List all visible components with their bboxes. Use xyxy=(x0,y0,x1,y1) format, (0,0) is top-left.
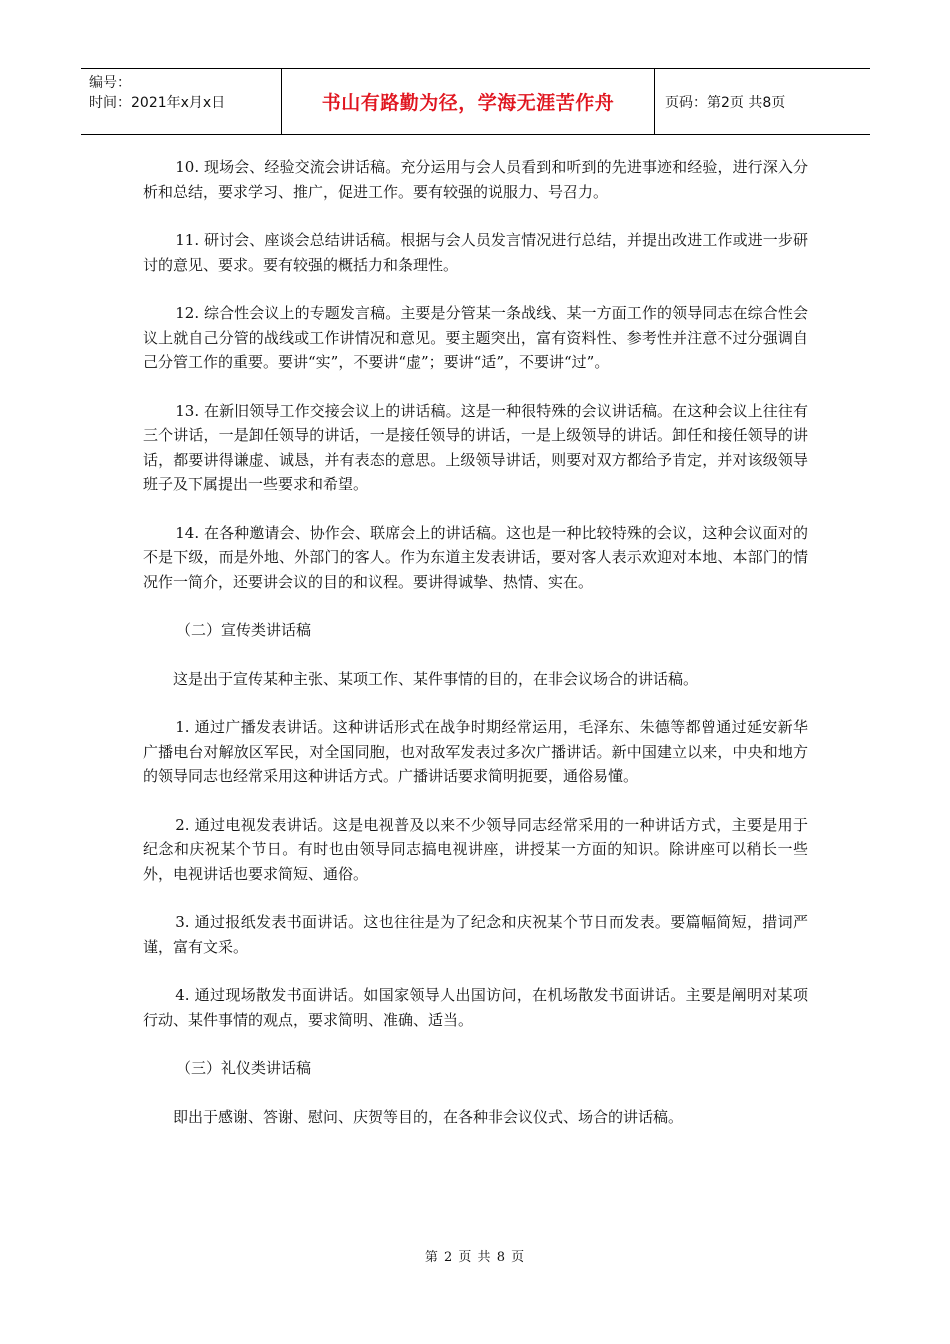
paragraph-ceremony-intro: 即出于感谢、答谢、慰问、庆贺等目的，在各种非会议仪式、场合的讲话稿。 xyxy=(173,1107,684,1126)
paragraph-newspaper: 3. 通过报纸发表书面讲话。这也往往是为了纪念和庆祝某个节日而发表。要篇幅简短，措词严谨，富有文采。 xyxy=(143,913,808,956)
paragraph-10: 10. 现场会、经验交流会讲话稿。充分运用与会人员看到和听到的先进事迹和经验，进行深入分析和总结，要求学习、推广，促进工作。要有较强的说服力、号召力。 xyxy=(143,158,808,201)
paragraph-12: 12. 综合性会议上的专题发言稿。主要是分管某一条战线、某一方面工作的领导同志在综合性会议上就自己分管的战线或工作讲情况和意见。要主题突出，富有资料性、参考性并注意不过分强调自己分管工作的重要。要讲“实”，不要讲“虚”；要讲“适”，不要讲“过”。 xyxy=(143,304,808,371)
paragraph-11: 11. 研讨会、座谈会总结讲话稿。根据与会人员发言情况进行总结，并提出改进工作或进一步研讨的意见、要求。要有较强的概括力和条理性。 xyxy=(143,231,808,274)
paragraph-propaganda-intro: 这是出于宣传某种主张、某项工作、某件事情的目的，在非会议场合的讲话稿。 xyxy=(173,669,699,688)
paragraph-television: 2. 通过电视发表讲话。这是电视普及以来不少领导同志经常采用的一种讲话方式，主要是用于纪念和庆祝某个节日。有时也由领导同志搞电视讲座，讲授某一方面的知识。除讲座可以稍长一些外，电视讲话也要求简短、通俗。 xyxy=(143,815,808,883)
header-page-info: 页码：第2页 共8页 xyxy=(665,94,786,111)
document-header xyxy=(81,68,870,135)
paragraph-broadcast: 1. 通过广播发表讲话。这种讲话形式在战争时期经常运用，毛泽东、朱德等都曾通过延安新华广播电台对解放区军民，对全国同胞，也对敌军发表过多次广播讲话。新中国建立以来，中央和地方的领导同志也经常采用这种讲话方式。广播讲话要求简明扼要，通俗易懂。 xyxy=(143,718,808,785)
paragraph-14: 14. 在各种邀请会、协作会、联席会上的讲话稿。这也是一种比较特殊的会议，这种会议面对的不是下级，而是外地、外部门的客人。作为东道主发表讲话，要对客人表示欢迎对本地、本部门的情况作一简介，还要讲会议的目的和议程。要讲得诚挚、热情、实在。 xyxy=(143,523,808,591)
document-date-label: 时间：2021年x月x日 xyxy=(89,95,226,111)
header-page-cell xyxy=(655,69,870,134)
section-heading-ceremony: （三）礼仪类讲话稿 xyxy=(176,1059,312,1077)
section-heading-propaganda: （二）宣传类讲话稿 xyxy=(176,621,312,639)
page-footer: 第 2 页 共 8 页 xyxy=(424,1250,526,1265)
header-motto-cell xyxy=(282,69,655,134)
header-meta-cell xyxy=(81,69,282,134)
paragraph-13: 13. 在新旧领导工作交接会议上的讲话稿。这是一种很特殊的会议讲话稿。在这种会议上往往有三个讲话，一是卸任领导的讲话，一是接任领导的讲话，一是上级领导的讲话。卸任和接任领导的讲话，都要讲得谦虚、诚恳，并有表态的意思。上级领导讲话，则要对双方都给予肯定，并对该级领导班子及下属提出一些要求和希望。 xyxy=(143,401,808,493)
header-motto: 书山有路勤为径，学海无涯苦作舟 xyxy=(321,92,615,114)
document-number-label: 编号： xyxy=(89,75,131,91)
paragraph-onsite: 4. 通过现场散发书面讲话。如国家领导人出国访问，在机场散发书面讲话。主要是阐明对某项行动、某件事情的观点，要求简明、准确、适当。 xyxy=(143,986,808,1029)
document-body xyxy=(143,155,808,1153)
